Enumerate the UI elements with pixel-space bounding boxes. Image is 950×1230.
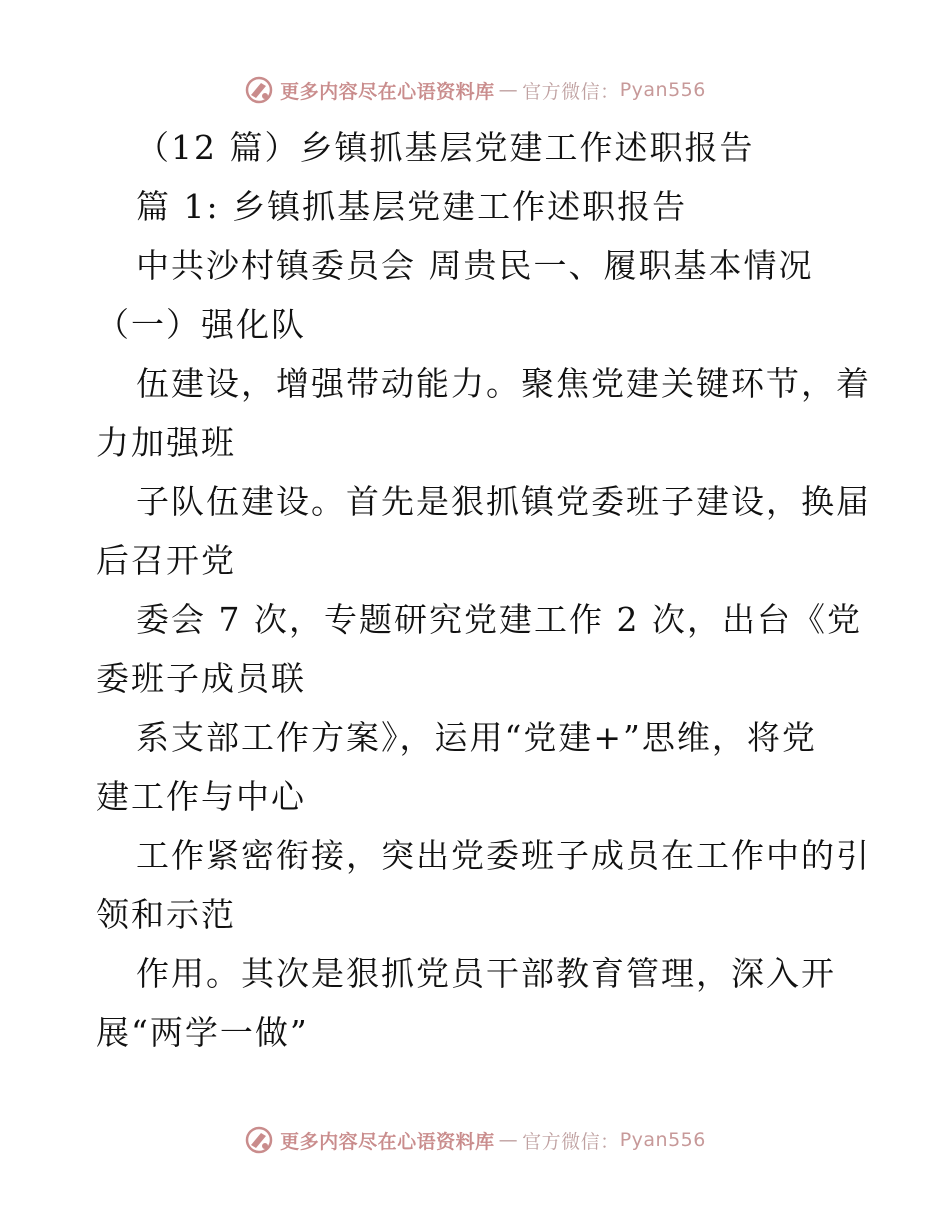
watermark-main-text: 更多内容尽在心语资料库 <box>280 1130 495 1153</box>
text-line: 领和示范 <box>96 895 236 934</box>
text-line: 委班子成员联 <box>96 659 306 698</box>
document-title: （12 篇）乡镇抓基层党建工作述职报告 <box>136 128 755 167</box>
brand-logo-icon <box>244 75 274 105</box>
text-line: 中共沙村镇委员会 周贵民一、履职基本情况 <box>136 246 814 285</box>
text-line: 力加强班 <box>96 423 236 462</box>
footer-watermark <box>0 1120 950 1160</box>
text-line: 子队伍建设。首先是狠抓镇党委班子建设，换届 <box>136 482 871 521</box>
text-line: （一）强化队 <box>96 305 306 344</box>
watermark-main-text: 更多内容尽在心语资料库 <box>280 80 495 103</box>
text-line: 工作紧密衔接，突出党委班子成员在工作中的引 <box>136 836 871 875</box>
watermark-separator: — <box>498 79 519 101</box>
watermark-separator: — <box>498 1129 519 1151</box>
watermark-sub-text: 官方微信： <box>522 1130 620 1153</box>
text-line: 建工作与中心 <box>96 777 306 816</box>
text-line: 作用。其次是狠抓党员干部教育管理，深入开 <box>136 954 836 993</box>
section-heading: 篇 1: 乡镇抓基层党建工作述职报告 <box>136 187 688 226</box>
text-line: 伍建设，增强带动能力。聚焦党建关键环节，着 <box>136 364 871 403</box>
text-line: 委会 7 次，专题研究党建工作 2 次，出台《党 <box>136 600 862 639</box>
watermark-wechat-id: Pyan556 <box>619 1129 706 1151</box>
watermark-wechat-id: Pyan556 <box>619 79 706 101</box>
text-line: 后召开党 <box>96 541 236 580</box>
header-watermark <box>0 70 950 110</box>
brand-logo-icon <box>244 1125 274 1155</box>
watermark-sub-text: 官方微信： <box>522 80 620 103</box>
text-line: 展“两学一做” <box>96 1013 309 1052</box>
text-line: 系支部工作方案》，运用“党建+”思维，将党 <box>136 718 817 757</box>
document-body <box>96 118 871 1062</box>
